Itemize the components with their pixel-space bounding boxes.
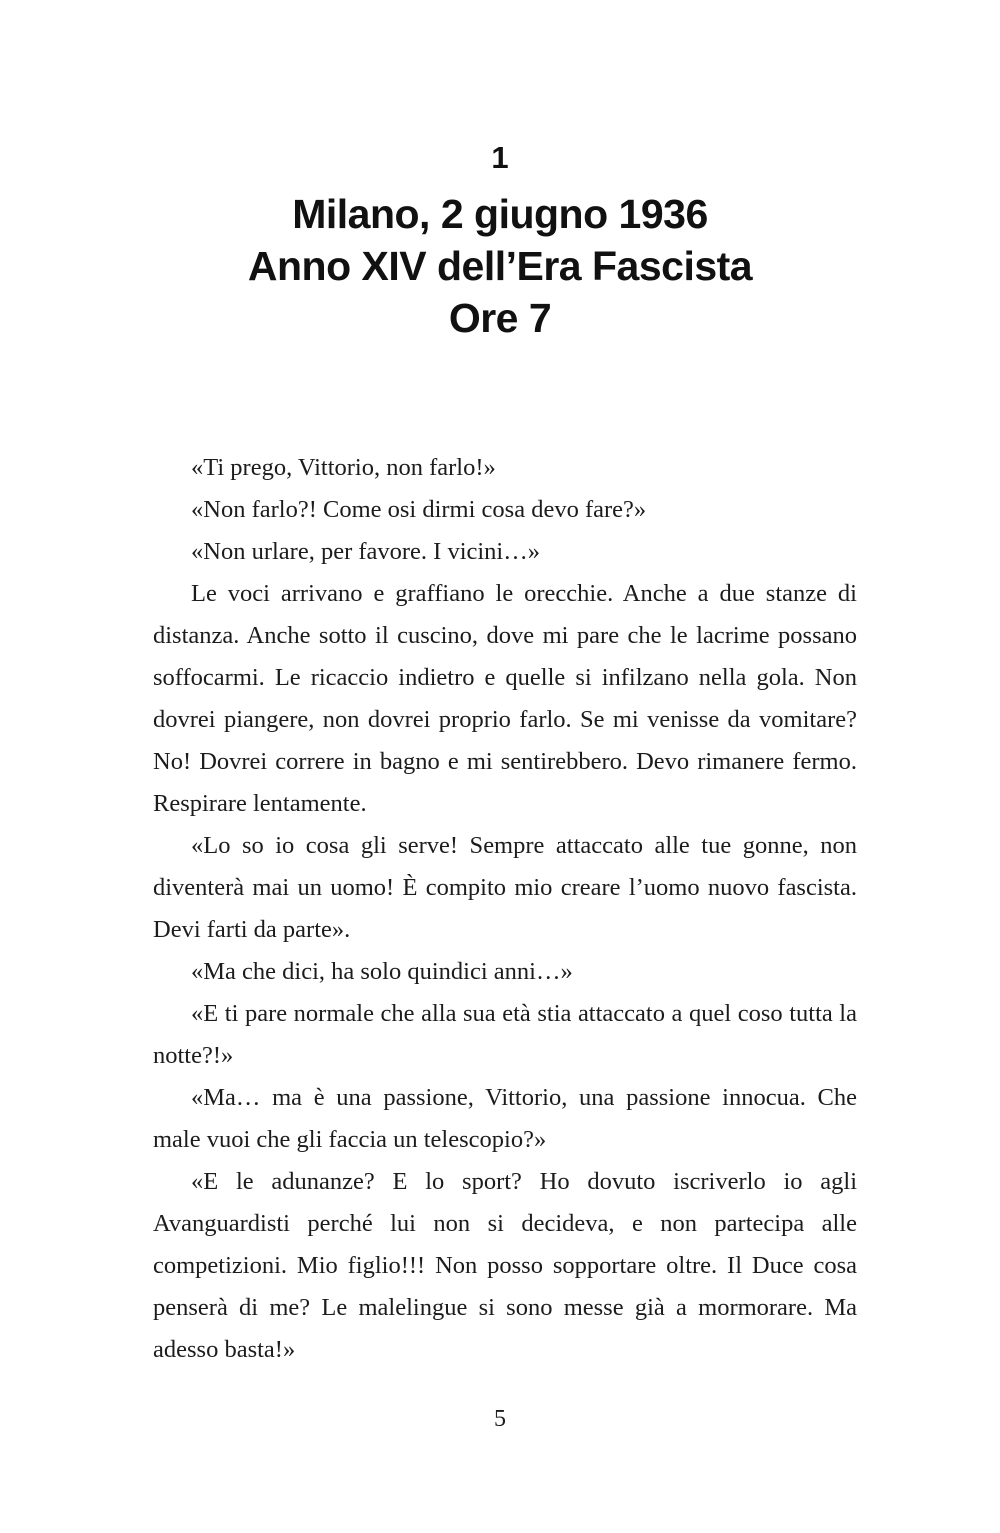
paragraph: «E ti pare normale che alla sua età stia attaccato a quel coso tutta la notte?!» bbox=[153, 1000, 857, 1069]
chapter-title-line-3: Ore 7 bbox=[448, 295, 552, 341]
paragraph: «Ma… ma è una passione, Vittorio, una passione innocua. Che male vuoi che gli faccia un telescopio?» bbox=[153, 1084, 857, 1153]
chapter-title-line-2: Anno XIV dell’Era Fascista bbox=[247, 243, 753, 289]
paragraph: Le voci arrivano e graffiano le orecchie. Anche a due stanze di distanza. Anche sotto il cuscino, dove mi pare che le lacrime possano soffocarmi. Le ricaccio indietro e quelle si infilzano nella gola. Non dovrei piangere, non dovrei proprio farlo. Se mi venisse da vomitare? No! Dovrei correre in bagno e mi sentirebbero. Devo rimanere fermo. Respirare lentamente. bbox=[153, 580, 857, 817]
paragraph: «Non urlare, per favore. I vicini…» bbox=[191, 538, 540, 565]
paragraph: «E le adunanze? E lo sport? Ho dovuto iscriverlo io agli Avanguardisti perché lui non si decideva, e non partecipa alle competizioni. Mio figlio!!! Non posso sopportare oltre. Il Duce cosa penserà di me? Le malelingue si sono messe già a mormorare. Ma adesso basta!» bbox=[153, 1168, 857, 1363]
paragraph: «Non farlo?! Come osi dirmi cosa devo fare?» bbox=[191, 496, 647, 523]
chapter-body bbox=[153, 447, 857, 1371]
paragraph: «Lo so io cosa gli serve! Sempre attaccato alle tue gonne, non diventerà mai un uomo! È compito mio creare l’uomo nuovo fascista. Devi farti da parte». bbox=[153, 832, 857, 943]
paragraph: «Ti prego, Vittorio, non farlo!» bbox=[191, 454, 496, 481]
chapter-title-line-1: Milano, 2 giugno 1936 bbox=[292, 191, 708, 237]
chapter-heading bbox=[0, 140, 1000, 344]
paragraph: «Ma che dici, ha solo quindici anni…» bbox=[191, 958, 573, 985]
chapter-number: 1 bbox=[491, 140, 509, 175]
page-number: 5 bbox=[494, 1406, 506, 1432]
